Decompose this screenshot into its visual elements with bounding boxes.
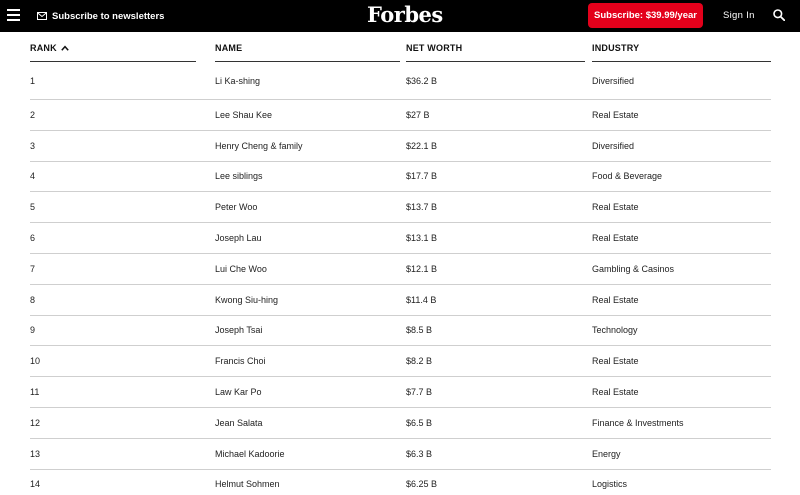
- net-worth-cell: $13.7 B: [406, 202, 438, 213]
- rank-cell: 7: [30, 263, 36, 274]
- table-row[interactable]: [30, 408, 771, 439]
- table-row[interactable]: [30, 377, 771, 408]
- subscribe-button[interactable]: Subscribe: $39.99/year: [588, 3, 703, 28]
- rank-cell: 12: [30, 417, 41, 428]
- rank-cell: 5: [30, 202, 36, 213]
- rank-cell: 11: [30, 387, 40, 398]
- rank-cell: 13: [30, 448, 41, 459]
- industry-cell: Real Estate: [592, 294, 639, 305]
- rank-cell: 14: [30, 479, 41, 490]
- rank-cell: 2: [30, 109, 36, 120]
- envelope-icon: [37, 12, 47, 20]
- name-cell: Li Ka-shing: [215, 75, 261, 86]
- table-row[interactable]: [30, 162, 771, 193]
- net-worth-cell: $36.2 B: [406, 75, 438, 86]
- industry-cell: Gambling & Casinos: [592, 263, 675, 274]
- billionaires-table: [30, 32, 771, 495]
- net-worth-cell: $12.1 B: [406, 263, 438, 274]
- net-worth-cell: $8.2 B: [406, 356, 433, 367]
- column-header-net-worth[interactable]: [406, 32, 585, 62]
- industry-cell: Logistics: [592, 479, 628, 490]
- table-row[interactable]: [30, 470, 771, 495]
- name-cell: Henry Cheng & family: [215, 140, 303, 151]
- industry-cell: Diversified: [592, 75, 635, 86]
- sign-in-link[interactable]: Sign In: [723, 10, 755, 21]
- net-worth-cell: $6.25 B: [406, 479, 438, 490]
- net-worth-cell: $27 B: [406, 109, 430, 120]
- rank-cell: 3: [30, 140, 36, 151]
- name-cell: Lui Che Woo: [215, 263, 267, 274]
- net-worth-cell: $8.5 B: [406, 325, 433, 336]
- column-header-name[interactable]: [215, 32, 400, 62]
- table-row[interactable]: [30, 439, 771, 470]
- name-cell: Kwong Siu-hing: [215, 294, 279, 305]
- table-row[interactable]: [30, 316, 771, 347]
- net-worth-cell: $22.1 B: [406, 140, 438, 151]
- industry-cell: Real Estate: [592, 202, 639, 213]
- name-cell: Michael Kadoorie: [215, 448, 285, 459]
- forbes-logo[interactable]: Forbes: [367, 2, 443, 27]
- column-header-rank[interactable]: [30, 32, 196, 62]
- search-icon[interactable]: [773, 9, 785, 21]
- rank-cell: 1: [30, 75, 36, 86]
- name-cell: Law Kar Po: [215, 387, 262, 398]
- net-worth-cell: $6.5 B: [406, 417, 433, 428]
- net-worth-cell: $17.7 B: [406, 171, 438, 182]
- column-header-label: INDUSTRY: [592, 42, 640, 53]
- rank-cell: 10: [30, 356, 41, 367]
- industry-cell: Finance & Investments: [592, 417, 684, 428]
- table-row[interactable]: [30, 285, 771, 316]
- column-header-label: NET WORTH: [406, 42, 463, 53]
- table-row[interactable]: [30, 346, 771, 377]
- net-worth-cell: $11.4 B: [406, 294, 437, 305]
- table-header: [30, 32, 771, 62]
- industry-cell: Diversified: [592, 140, 635, 151]
- name-cell: Helmut Sohmen: [215, 479, 280, 490]
- industry-cell: Energy: [592, 448, 621, 459]
- sort-ascending-icon: [61, 45, 69, 51]
- table-row[interactable]: [30, 62, 771, 100]
- rank-cell: 6: [30, 233, 36, 244]
- rank-cell: 4: [30, 171, 36, 182]
- industry-cell: Real Estate: [592, 356, 639, 367]
- industry-cell: Real Estate: [592, 109, 639, 120]
- newsletter-label: Subscribe to newsletters: [52, 10, 165, 22]
- column-header-label: RANK: [30, 42, 57, 53]
- table-row[interactable]: [30, 192, 771, 223]
- industry-cell: Food & Beverage: [592, 171, 663, 182]
- industry-cell: Real Estate: [592, 387, 639, 398]
- name-cell: Lee siblings: [215, 171, 263, 182]
- table-row[interactable]: [30, 254, 771, 285]
- net-worth-cell: $7.7 B: [406, 387, 433, 398]
- name-cell: Peter Woo: [215, 202, 258, 213]
- menu-icon[interactable]: [7, 9, 20, 21]
- name-cell: Jean Salata: [215, 417, 263, 428]
- net-worth-cell: $6.3 B: [406, 448, 433, 459]
- column-header-industry[interactable]: [592, 32, 771, 62]
- top-navigation-bar: [0, 0, 800, 32]
- table-row[interactable]: [30, 100, 771, 131]
- table-body: [30, 62, 771, 495]
- name-cell: Francis Choi: [215, 356, 266, 367]
- industry-cell: Real Estate: [592, 233, 639, 244]
- name-cell: Joseph Lau: [215, 233, 262, 244]
- name-cell: Joseph Tsai: [215, 325, 263, 336]
- rank-cell: 8: [30, 294, 36, 305]
- name-cell: Lee Shau Kee: [215, 109, 273, 120]
- table-row[interactable]: [30, 223, 771, 254]
- column-header-label: NAME: [215, 42, 243, 53]
- industry-cell: Technology: [592, 325, 638, 336]
- table-row[interactable]: [30, 131, 771, 162]
- subscribe-newsletters-link[interactable]: [37, 9, 164, 23]
- net-worth-cell: $13.1 B: [406, 233, 438, 244]
- rank-cell: 9: [30, 325, 36, 336]
